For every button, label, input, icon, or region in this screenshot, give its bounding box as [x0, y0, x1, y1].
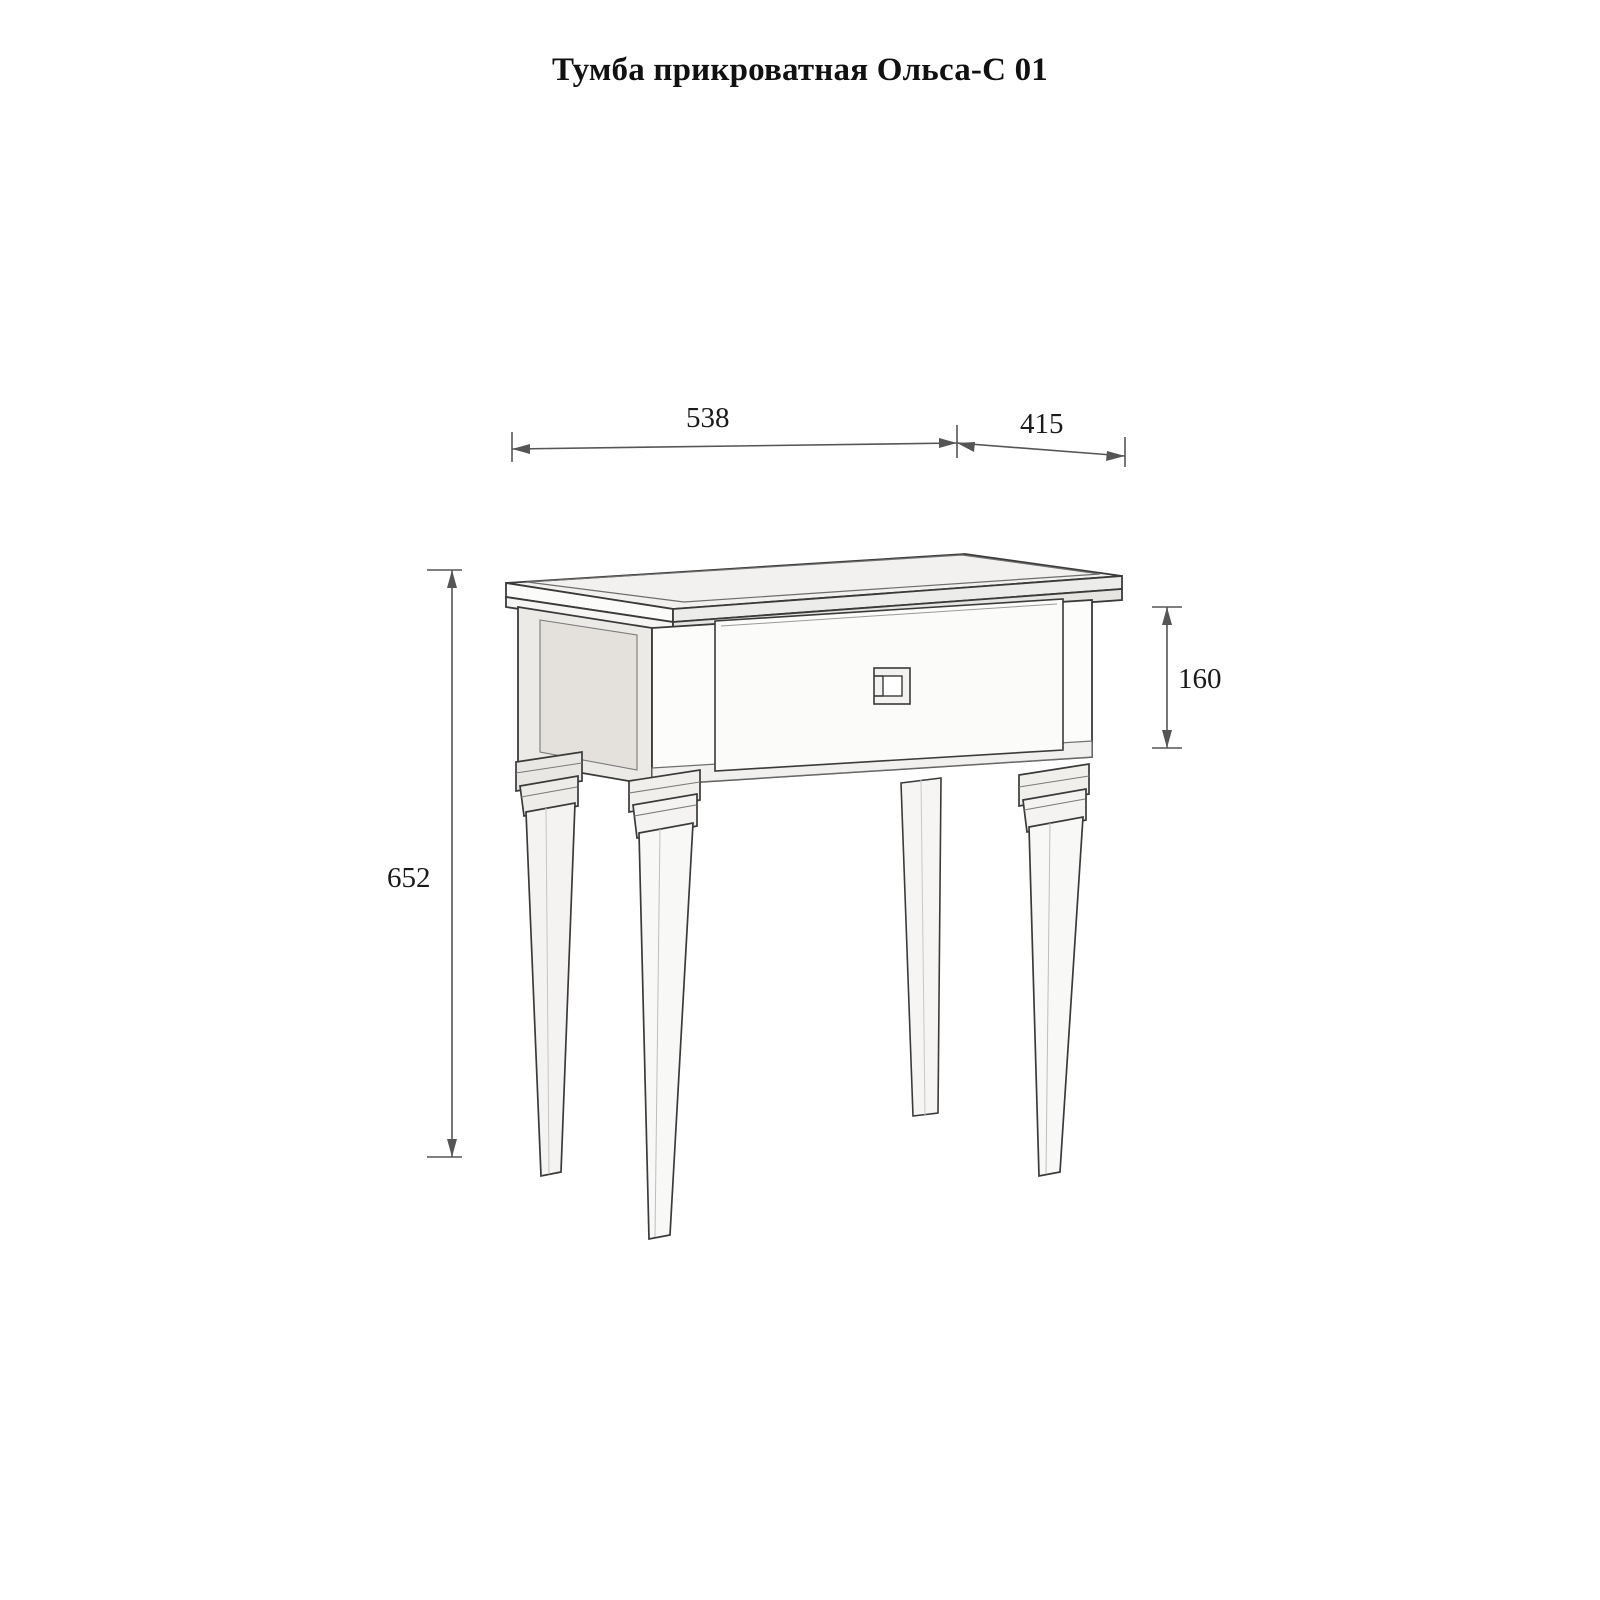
page-title: Тумба прикроватная Ольса-С 01 — [552, 52, 1048, 88]
dimension-depth-415 — [957, 437, 1125, 467]
leg-back-left — [516, 752, 582, 1176]
dimension-label-total-height: 652 — [387, 862, 431, 894]
drawer-handle-icon[interactable] — [874, 668, 910, 704]
dimension-width-538 — [512, 425, 957, 462]
leg-front-left — [629, 770, 700, 1239]
dimension-label-width: 538 — [686, 402, 730, 434]
dimension-label-depth: 415 — [1020, 408, 1064, 440]
dimension-height-652 — [427, 570, 462, 1157]
leg-back-right — [901, 778, 941, 1116]
leg-front-right — [1019, 764, 1089, 1176]
dimension-label-drawer-height: 160 — [1178, 663, 1222, 695]
